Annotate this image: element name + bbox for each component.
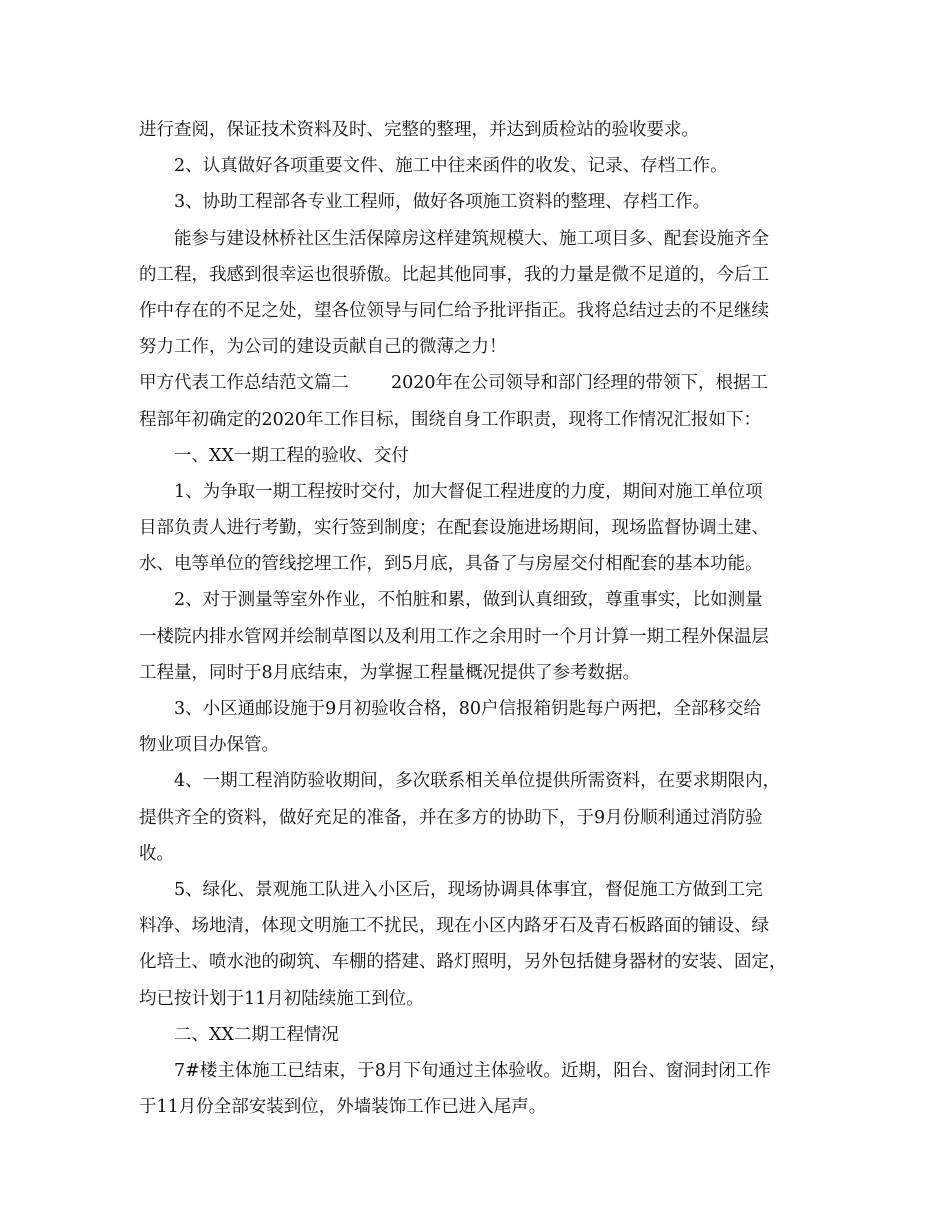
text-line: 2、对于测量等室外作业，不怕脏和累，做到认真细致，尊重事实，比如测量 xyxy=(174,590,763,611)
text-line: 物业项目办保管。 xyxy=(139,735,279,756)
text-line: 努力工作，为公司的建设贡献自己的微薄之力！ xyxy=(139,337,507,358)
text-line: 二、XX二期工程情况 xyxy=(174,1024,339,1045)
text-line: 工程量，同时于8月底结束，为掌握工程量概况提供了参考数据。 xyxy=(139,662,641,683)
text-line: 均已按计划于11月初陆续施工到位。 xyxy=(139,988,424,1009)
text-fragment: 2020年在公司领导和部门经理的带领下，根据工 xyxy=(391,373,769,394)
text-line: 收。 xyxy=(139,843,174,864)
text-line: 料净、场地清，体现文明施工不扰民，现在小区内路牙石及青石板路面的铺设、绿 xyxy=(139,916,769,937)
text-line: 的工程，我感到很幸运也很骄傲。比起其他同事，我的力量是微不足道的，今后工 xyxy=(139,264,769,285)
text-line: 程部年初确定的2020年工作目标，围绕自身工作职责，现将工作情况汇报如下： xyxy=(139,409,762,430)
text-line: 化培土、喷水池的砌筑、车棚的搭建、路灯照明，另外包括健身器材的安装、固定， xyxy=(139,952,787,973)
text-line: 水、电等单位的管线挖埋工作，到5月底，具备了与房屋交付相配套的基本功能。 xyxy=(139,554,763,575)
text-line: 目部负责人进行考勤，实行签到制度；在配套设施进场期间，现场监督协调土建、 xyxy=(139,518,769,539)
text-line: 3、小区通邮设施于9月初验收合格，80户信报箱钥匙每户两把，全部移交给 xyxy=(174,699,762,719)
text-line: 进行查阅，保证技术资料及时、完整的整理，并达到质检站的验收要求。 xyxy=(139,120,699,140)
text-line: 7#楼主体施工已结束，于8月下旬通过主体验收。近期，阳台、窗洞封闭工作 xyxy=(174,1060,771,1081)
section-heading-line xyxy=(139,365,819,401)
text-line: 2、认真做好各项重要文件、施工中往来函件的收发、记录、存档工作。 xyxy=(174,156,728,177)
text-line: 一楼院内排水管网并绘制草图以及利用工作之余用时一个月计算一期工程外保温层 xyxy=(139,626,769,647)
text-line: 1、为争取一期工程按时交付，加大督促工程进度的力度，期间对施工单位项 xyxy=(174,481,763,502)
text-line: 能参与建设林桥社区生活保障房这样建筑规模大、施工项目多、配套设施齐全 xyxy=(174,228,769,249)
text-line: 作中存在的不足之处，望各位领导与同仁给予批评指正。我将总结过去的不足继续 xyxy=(139,300,769,321)
text-line: 提供齐全的资料，做好充足的准备，并在多方的协助下，于9月份顺利通过消防验 xyxy=(139,807,763,828)
text-line: 5、绿化、景观施工队进入小区后，现场协调具体事宜，督促施工方做到工完 xyxy=(174,879,763,900)
section-title: 甲方代表工作总结范文篇二 xyxy=(139,373,349,394)
text-line: 一、XX一期工程的验收、交付 xyxy=(174,445,409,466)
text-line: 于11月份全部安装到位，外墙装饰工作已进入尾声。 xyxy=(139,1097,547,1118)
document-body xyxy=(139,112,819,1125)
text-line: 4、一期工程消防验收期间，多次联系相关单位提供所需资料，在要求期限内， xyxy=(174,771,781,792)
text-line: 3、协助工程部各专业工程师，做好各项施工资料的整理、存档工作。 xyxy=(174,192,711,213)
